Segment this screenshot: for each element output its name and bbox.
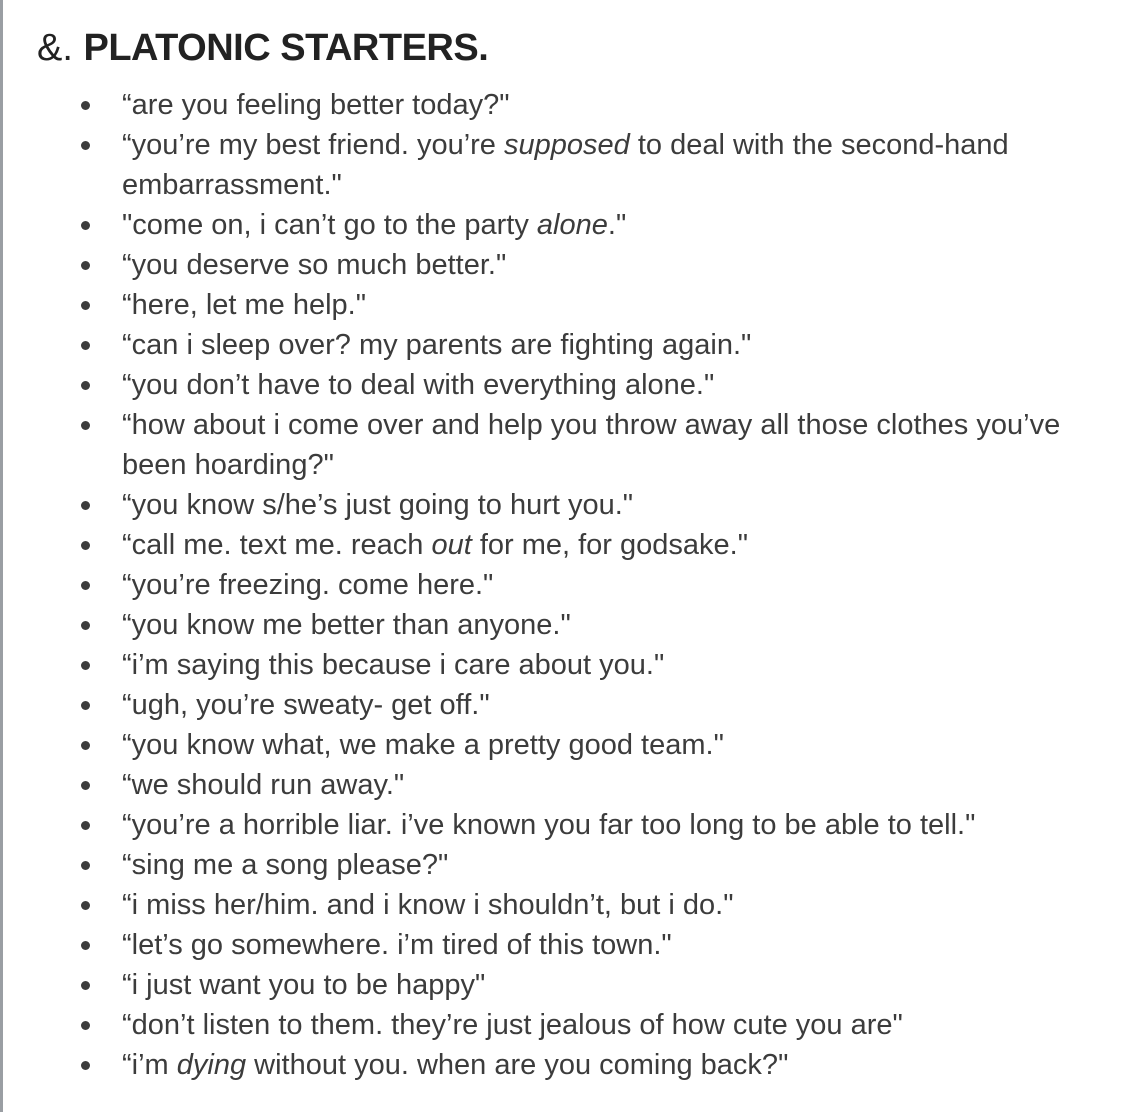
title-prefix: &.: [37, 27, 73, 69]
starters-list: [3, 85, 1082, 1085]
list-item: [3, 605, 1082, 645]
item-text: “i’m: [122, 1049, 177, 1081]
item-text: “call me. text me. reach: [122, 529, 432, 561]
bullet-icon: [81, 261, 90, 270]
item-text: "come on, i can’t go to the party: [122, 209, 537, 241]
bullet-icon: [81, 301, 90, 310]
title-main: PLATONIC STARTERS.: [83, 27, 489, 69]
list-item: [3, 805, 1082, 845]
item-text: “i miss her/him. and i know i shouldn’t, but i do.": [122, 889, 734, 921]
item-text: “how about i come over and help you throw away all those clothes you’ve been hoarding?": [122, 409, 1061, 481]
bullet-icon: [81, 221, 90, 230]
item-text: .": [607, 209, 627, 241]
bullet-icon: [81, 701, 90, 710]
item-text: “you’re a horrible liar. i’ve known you far too long to be able to tell.": [122, 809, 976, 841]
item-text: “here, let me help.": [122, 289, 367, 321]
item-text: “you don’t have to deal with everything alone.": [122, 369, 715, 401]
item-text: “sing me a song please?": [122, 849, 449, 881]
list-item: [3, 325, 1082, 365]
bullet-icon: [81, 861, 90, 870]
italic-text: supposed: [503, 129, 630, 161]
item-text: “ugh, you’re sweaty- get off.": [122, 689, 490, 721]
bullet-icon: [81, 421, 90, 430]
list-item: [3, 645, 1082, 685]
bullet-icon: [81, 501, 90, 510]
bullet-icon: [81, 741, 90, 750]
bullet-icon: [81, 541, 90, 550]
item-text: “i’m saying this because i care about you.": [122, 649, 665, 681]
list-item: [3, 565, 1082, 605]
item-text: “you know me better than anyone.": [122, 609, 571, 641]
list-item: [3, 885, 1082, 925]
item-text: “you’re freezing. come here.": [122, 569, 494, 601]
list-item: [3, 205, 1082, 245]
bullet-icon: [81, 381, 90, 390]
list-item: [3, 365, 1082, 405]
bullet-icon: [81, 941, 90, 950]
item-text: “you know s/he’s just going to hurt you.": [122, 489, 634, 521]
bullet-icon: [81, 781, 90, 790]
list-item: [3, 285, 1082, 325]
item-text: for me, for godsake.": [471, 529, 749, 561]
list-item: [3, 245, 1082, 285]
list-item: [3, 965, 1082, 1005]
item-text: “you’re my best friend. you’re: [122, 129, 504, 161]
item-text: “can i sleep over? my parents are fighting again.": [122, 329, 752, 361]
list-item: [3, 1045, 1082, 1085]
list-item: [3, 765, 1082, 805]
bullet-icon: [81, 661, 90, 670]
bullet-icon: [81, 621, 90, 630]
bullet-icon: [81, 141, 90, 150]
item-text: to deal with the second-hand embarrassment.": [122, 129, 1009, 201]
list-item: [3, 405, 1082, 485]
list-item: [3, 1005, 1082, 1045]
bullet-icon: [81, 1021, 90, 1030]
list-item: [3, 845, 1082, 885]
page-title: [37, 22, 488, 74]
bullet-icon: [81, 1061, 90, 1070]
bullet-icon: [81, 101, 90, 110]
item-text: “are you feeling better today?": [122, 89, 510, 121]
bullet-icon: [81, 981, 90, 990]
item-text: “i just want you to be happy": [122, 969, 486, 1001]
bullet-icon: [81, 821, 90, 830]
list-item: [3, 685, 1082, 725]
item-text: “you know what, we make a pretty good team.": [122, 729, 724, 761]
list-item: [3, 925, 1082, 965]
item-text: “we should run away.": [122, 769, 405, 801]
italic-text: alone: [536, 209, 608, 241]
list-item: [3, 525, 1082, 565]
item-text: “let’s go somewhere. i’m tired of this town.": [122, 929, 672, 961]
item-text: “don’t listen to them. they’re just jealous of how cute you are": [122, 1009, 903, 1041]
item-text: “you deserve so much better.": [122, 249, 507, 281]
list-item: [3, 85, 1082, 125]
italic-text: dying: [176, 1049, 247, 1081]
bullet-icon: [81, 901, 90, 910]
bullet-icon: [81, 341, 90, 350]
item-text: without you. when are you coming back?": [246, 1049, 789, 1081]
italic-text: out: [431, 529, 472, 561]
list-item: [3, 125, 1082, 205]
list-item: [3, 485, 1082, 525]
bullet-icon: [81, 581, 90, 590]
list-item: [3, 725, 1082, 765]
